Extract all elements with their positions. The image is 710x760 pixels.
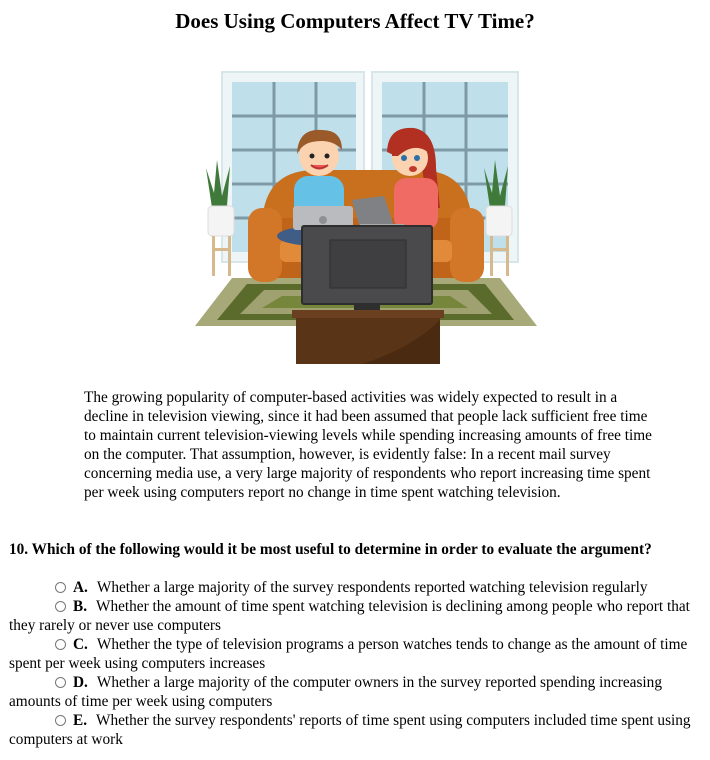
page-title: Does Using Computers Affect TV Time? xyxy=(175,9,535,33)
radio-c-icon[interactable] xyxy=(55,639,66,650)
option-c-letter: C. xyxy=(73,636,88,653)
option-a[interactable] xyxy=(9,578,709,597)
tv-icon xyxy=(302,226,432,310)
option-e-text: Whether the survey respondents' reports of time spent using computers included time spent using computers at work xyxy=(9,712,691,748)
tv-stand-icon xyxy=(292,310,444,364)
option-b-letter: B. xyxy=(73,598,88,615)
option-a-text: Whether a large majority of the survey respondents reported watching television regularly xyxy=(96,579,648,596)
radio-a-icon[interactable] xyxy=(55,582,66,593)
option-b[interactable] xyxy=(9,597,709,635)
radio-d-icon[interactable] xyxy=(55,677,66,688)
option-d-letter: D. xyxy=(73,674,88,691)
answer-options xyxy=(9,578,709,749)
passage-text: The growing popularity of computer-based activities was widely expected to result in a decline in television viewing, since it had been assumed that people lack sufficient free time to maintain current television-viewing levels while spending increasing amounts of free time on the computer. That assumption, however, is evidently false: In a recent mail survey concerning media use, a very large majority of respondents who report increasing time spent per week using computers report no change in time spent watching television. xyxy=(84,389,652,501)
question-prompt: 10. Which of the following would it be most useful to determine in order to evaluate the argument? xyxy=(9,541,652,558)
option-c-text: Whether the type of television programs a person watches tends to change as the amount of time spent per week using computers increases xyxy=(9,636,688,672)
option-b-text: Whether the amount of time spent watching television is declining among people who report that they rarely or never use computers xyxy=(9,598,690,634)
option-c[interactable] xyxy=(9,635,709,673)
radio-e-icon[interactable] xyxy=(55,715,66,726)
living-room-illustration xyxy=(192,68,540,368)
option-d[interactable] xyxy=(9,673,709,711)
radio-b-icon[interactable] xyxy=(55,601,66,612)
option-d-text: Whether a large majority of the computer owners in the survey reported spending increasing amounts of time per week using computers xyxy=(9,674,662,710)
option-e[interactable] xyxy=(9,711,709,749)
option-e-letter: E. xyxy=(73,712,88,729)
option-a-letter: A. xyxy=(73,579,88,596)
